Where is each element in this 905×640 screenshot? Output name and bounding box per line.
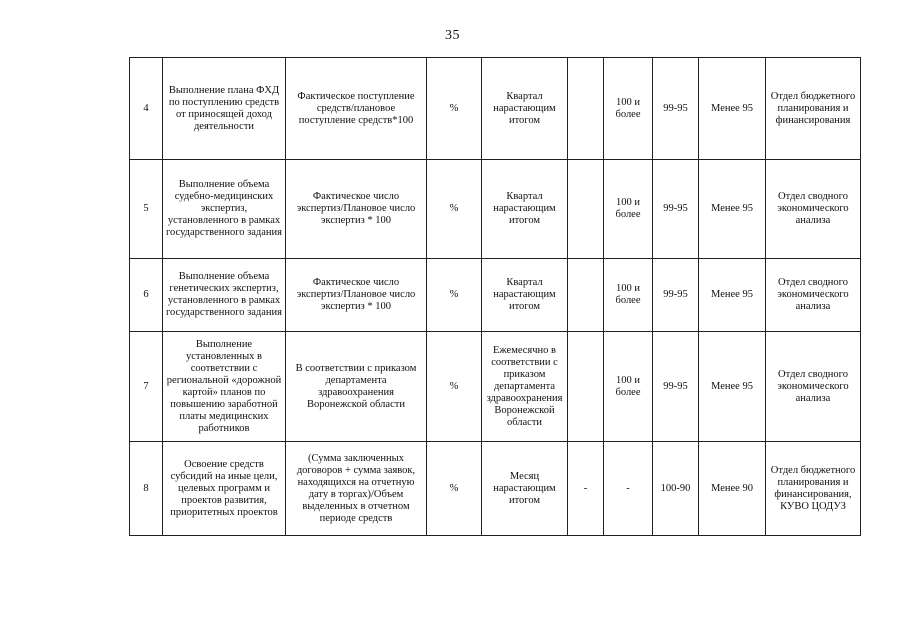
- row-number: 8: [130, 442, 163, 536]
- unit-of-measure: %: [427, 442, 482, 536]
- responsible-department: Отдел сводного экономического анализа: [766, 259, 861, 332]
- indicators-table: [129, 57, 861, 536]
- reporting-period: Квартал нарастающим итогом: [482, 58, 568, 160]
- extra-column: [568, 58, 604, 160]
- responsible-department: Отдел сводного экономического анализа: [766, 332, 861, 442]
- unit-of-measure: %: [427, 259, 482, 332]
- value-high: 100 и более: [604, 58, 653, 160]
- extra-column: [568, 160, 604, 259]
- indicator-name: Выполнение объема судебно-медицинских экспертиз, установленного в рамках государственного задания: [163, 160, 286, 259]
- value-mid: 99-95: [653, 58, 699, 160]
- value-low: Менее 95: [699, 259, 766, 332]
- calculation-formula: Фактическое число экспертиз/Плановое число экспертиз * 100: [286, 259, 427, 332]
- responsible-department: Отдел бюджетного планирования и финансирования: [766, 58, 861, 160]
- row-number: 4: [130, 58, 163, 160]
- unit-of-measure: %: [427, 58, 482, 160]
- indicator-name: Выполнение объема генетических экспертиз, установленного в рамках государственного задания: [163, 259, 286, 332]
- row-number: 6: [130, 259, 163, 332]
- page-number: 35: [445, 28, 460, 43]
- reporting-period: Ежемесячно в соответствии с приказом департамента здравоохранения Воронежской области: [482, 332, 568, 442]
- reporting-period: Квартал нарастающим итогом: [482, 160, 568, 259]
- unit-of-measure: %: [427, 332, 482, 442]
- unit-of-measure: %: [427, 160, 482, 259]
- value-high: 100 и более: [604, 259, 653, 332]
- table-row: [130, 160, 861, 259]
- indicator-name: Выполнение установленных в соответствии с региональной «дорожной картой» планов по повышению заработной платы медицинских работников: [163, 332, 286, 442]
- table-row: [130, 259, 861, 332]
- reporting-period: Месяц нарастающим итогом: [482, 442, 568, 536]
- value-mid: 100-90: [653, 442, 699, 536]
- value-low: Менее 90: [699, 442, 766, 536]
- value-mid: 99-95: [653, 160, 699, 259]
- value-low: Менее 95: [699, 160, 766, 259]
- extra-column: [568, 332, 604, 442]
- indicator-name: Выполнение плана ФХД по поступлению средств от приносящей доход деятельности: [163, 58, 286, 160]
- table-row: [130, 332, 861, 442]
- calculation-formula: (Сумма заключенных договоров + сумма заявок, находящихся на отчетную дату в торгах)/Объем выделенных в отчетном периоде средств: [286, 442, 427, 536]
- value-high: 100 и более: [604, 160, 653, 259]
- value-high: -: [604, 442, 653, 536]
- extra-column: [568, 259, 604, 332]
- indicator-name: Освоение средств субсидий на иные цели, целевых программ и проектов развития, приоритетных проектов: [163, 442, 286, 536]
- value-low: Менее 95: [699, 332, 766, 442]
- table-row: [130, 58, 861, 160]
- value-high: 100 и более: [604, 332, 653, 442]
- calculation-formula: Фактическое поступление средств/плановое поступление средств*100: [286, 58, 427, 160]
- table-row: [130, 442, 861, 536]
- responsible-department: Отдел сводного экономического анализа: [766, 160, 861, 259]
- reporting-period: Квартал нарастающим итогом: [482, 259, 568, 332]
- responsible-department: Отдел бюджетного планирования и финансирования, КУВО ЦОДУЗ: [766, 442, 861, 536]
- extra-column: -: [568, 442, 604, 536]
- row-number: 5: [130, 160, 163, 259]
- value-low: Менее 95: [699, 58, 766, 160]
- row-number: 7: [130, 332, 163, 442]
- value-mid: 99-95: [653, 259, 699, 332]
- calculation-formula: В соответствии с приказом департамента здравоохранения Воронежской области: [286, 332, 427, 442]
- calculation-formula: Фактическое число экспертиз/Плановое число экспертиз * 100: [286, 160, 427, 259]
- value-mid: 99-95: [653, 332, 699, 442]
